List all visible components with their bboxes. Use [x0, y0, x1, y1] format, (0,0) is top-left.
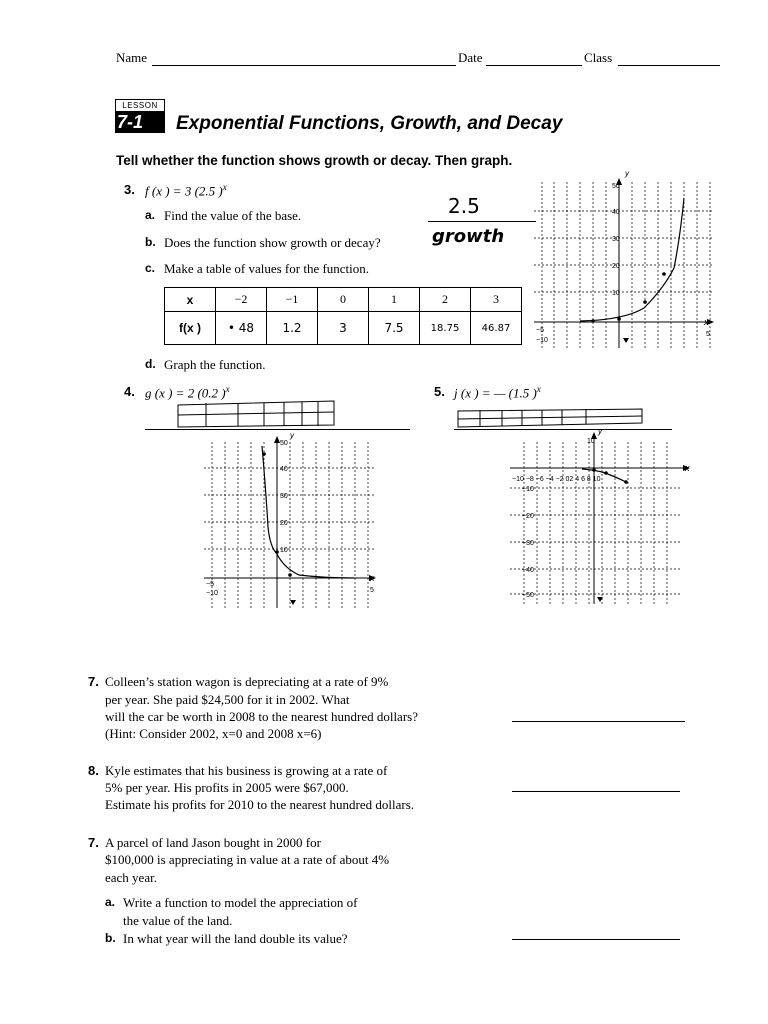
tick-label: −10: [522, 486, 534, 493]
x-axis-label: x: [704, 317, 709, 327]
q3-point: [617, 317, 621, 321]
instructions: Tell whether the function shows growth or decay. Then graph.: [116, 153, 513, 168]
tick-label: −40: [522, 567, 534, 574]
q4-graph: [204, 432, 384, 610]
q3b-text: Does the function show growth or decay?: [164, 235, 381, 250]
q7a-line: Colleen’s station wagon is depreciating at a rate of 9%: [105, 674, 389, 689]
q4-point: [288, 573, 292, 577]
tick-label: 10: [587, 438, 595, 445]
tick-label: −30: [522, 540, 534, 547]
q8-answer-line[interactable]: [512, 790, 680, 792]
q3b-label: b.: [145, 235, 156, 249]
q3-value-table: [164, 287, 522, 345]
q8-line: Kyle estimates that his business is growing at a rate of: [105, 763, 388, 778]
tick-label: 20: [280, 520, 288, 527]
tick-label: −5: [536, 327, 544, 334]
q7a-line: will the car be worth in 2008 to the nearest hundred dollars?: [105, 709, 418, 724]
class-field[interactable]: [618, 51, 720, 66]
table-row: [165, 288, 522, 312]
table-cell: 46.87: [471, 312, 522, 345]
date-field[interactable]: [486, 51, 582, 66]
class-label: Class: [584, 50, 613, 65]
table-header-x: x: [165, 288, 216, 312]
lesson-label: LESSON: [115, 99, 165, 112]
tick-label: 5: [370, 587, 374, 594]
tick-label: 20: [612, 263, 620, 270]
q3a-answer-line: [428, 220, 536, 222]
y-axis-label: y: [625, 169, 629, 178]
q7b-answer-line[interactable]: [512, 938, 680, 940]
q3d-text: Graph the function.: [164, 357, 266, 372]
table-cell: 3: [318, 312, 369, 345]
q4-answer-line: [145, 428, 410, 430]
tick-label: 40: [612, 209, 620, 216]
q3a-label: a.: [145, 208, 156, 222]
name-field[interactable]: [152, 51, 456, 66]
date-label: Date: [458, 50, 483, 65]
tick-label: −50: [522, 592, 534, 599]
table-header-fx: f(x ): [165, 312, 216, 345]
q3-graph: [534, 168, 718, 354]
table-cell: 1: [369, 288, 420, 312]
q7b-b-text: In what year will the land double its value?: [123, 931, 348, 946]
tick-label: 50: [612, 183, 620, 190]
q3-point: [662, 272, 666, 276]
q7b-line: each year.: [105, 870, 157, 885]
q7a-number: 7.: [88, 674, 99, 689]
x-axis-label: x: [370, 573, 375, 583]
tick-label: 10: [612, 290, 620, 297]
q5-handwritten-table: [456, 405, 646, 429]
table-cell: 18.75: [420, 312, 471, 345]
q3a-answer: 2.5: [448, 194, 480, 218]
q7b-line: A parcel of land Jason bought in 2000 for: [105, 835, 321, 850]
q7b-a-line: the value of the land.: [123, 913, 233, 928]
q3c-text: Make a table of values for the function.: [164, 261, 370, 276]
q4-point: [262, 452, 266, 456]
q5-graph: [510, 430, 696, 606]
q7a-line: (Hint: Consider 2002, x=0 and 2008 x=6): [105, 726, 322, 741]
q4-handwritten-table: [176, 399, 336, 429]
tick-label: 5: [706, 331, 710, 338]
table-cell: 1.2: [267, 312, 318, 345]
table-row: [165, 312, 522, 345]
y-axis-label: y: [290, 432, 294, 440]
tick-label: −10: [206, 590, 218, 597]
tick-label: 40: [280, 466, 288, 473]
table-cell: 2: [420, 288, 471, 312]
table-cell: −1: [267, 288, 318, 312]
q7b-a-line: Write a function to model the appreciation of: [123, 895, 358, 910]
q5-point: [624, 480, 628, 484]
q3d-label: d.: [145, 357, 156, 371]
q3-point: [643, 300, 647, 304]
table-cell: −2: [216, 288, 267, 312]
q8-number: 8.: [88, 763, 99, 778]
q4-number: 4.: [124, 384, 135, 399]
q3-number: 3.: [124, 182, 135, 197]
tick-label: −10: [536, 337, 548, 344]
q7a-answer-line[interactable]: [512, 720, 685, 722]
tick-label: −20: [522, 513, 534, 520]
tick-label: −5: [206, 581, 214, 588]
q7b-line: $100,000 is appreciating in value at a rate of about 4%: [105, 852, 390, 867]
tick-label: −10 −8 −6 −4 −2 02 4 6 8 10: [512, 476, 601, 483]
q8-line: 5% per year. His profits in 2005 were $67,000.: [105, 780, 349, 795]
q7b-b-label: b.: [105, 931, 116, 945]
q5-number: 5.: [434, 384, 445, 399]
q3-function: f (x ) = 3 (2.5 )$^x$: [145, 182, 227, 199]
name-label: Name: [116, 50, 148, 65]
q5-point: [592, 468, 596, 472]
q4-curve: [262, 446, 354, 578]
y-axis-label: y: [598, 430, 602, 436]
x-axis-label: x: [685, 463, 690, 473]
q3a-text: Find the value of the base.: [164, 208, 302, 223]
q5-point: [604, 471, 608, 475]
q7b-a-label: a.: [105, 895, 116, 909]
q3c-label: c.: [145, 261, 156, 275]
q5-function: j (x ) = — (1.5 )$^x$: [454, 384, 541, 401]
q3-point: [591, 319, 595, 323]
tick-label: 30: [280, 493, 288, 500]
table-cell: 3: [471, 288, 522, 312]
q8-line: Estimate his profits for 2010 to the nearest hundred dollars.: [105, 797, 415, 812]
tick-label: 10: [280, 547, 288, 554]
tick-label: 50: [280, 440, 288, 447]
table-cell: • 48: [216, 312, 267, 345]
table-cell: 7.5: [369, 312, 420, 345]
q7b-number: 7.: [88, 835, 99, 850]
q7a-line: per year. She paid $24,500 for it in 2002. What: [105, 692, 350, 707]
tick-label: 30: [612, 236, 620, 243]
q4-function: g (x ) = 2 (0.2 )$^x$: [145, 384, 230, 401]
q3b-answer: growth: [432, 226, 505, 247]
page-title: Exponential Functions, Growth, and Decay: [176, 113, 563, 134]
lesson-number: 7-1: [115, 111, 165, 133]
q4-point: [275, 550, 279, 554]
table-cell: 0: [318, 288, 369, 312]
